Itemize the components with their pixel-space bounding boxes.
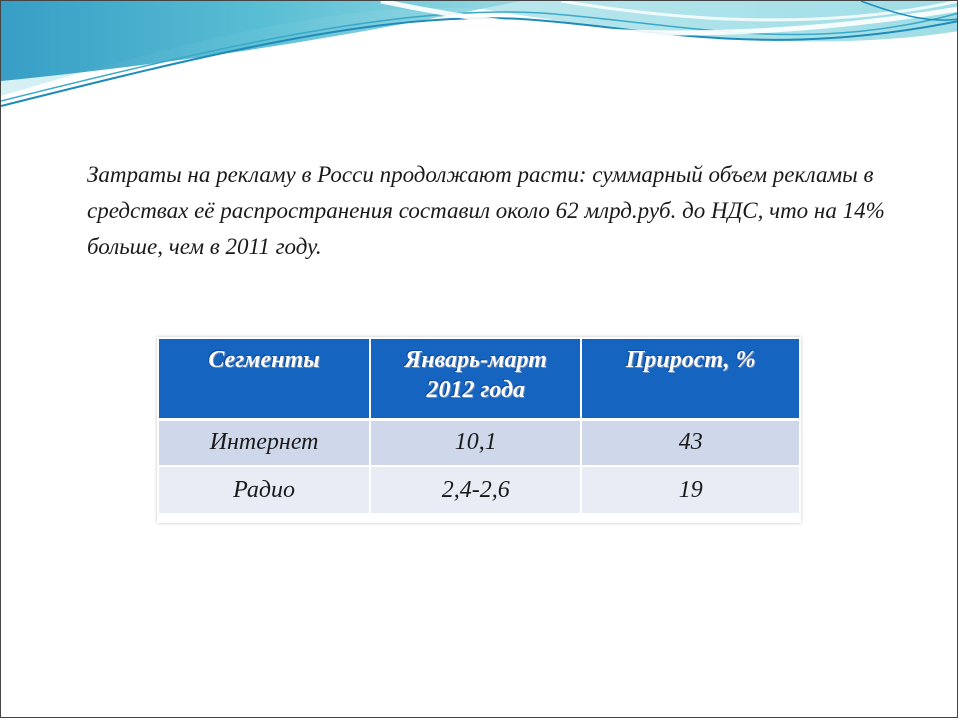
cell-segment: Радио bbox=[159, 466, 370, 513]
table-row bbox=[159, 419, 799, 466]
header-segments: Сегменты bbox=[159, 339, 370, 419]
cell-growth-value: 19 bbox=[581, 466, 799, 513]
header-growth: Прирост, % bbox=[581, 339, 799, 419]
ad-spending-table bbox=[159, 339, 799, 513]
cell-period-value: 2,4-2,6 bbox=[370, 466, 581, 513]
table-header-row bbox=[159, 339, 799, 419]
intro-paragraph: Затраты на рекламу в Росси продолжают расти: суммарный объем рекламы в средствах её распространения составил около 62 млрд.руб. до НДС, что на 14% больше, чем в 2011 году. bbox=[87, 162, 885, 259]
cell-growth-value: 43 bbox=[581, 419, 799, 466]
header-period: Январь-март 2012 года bbox=[370, 339, 581, 419]
cell-segment: Интернет bbox=[159, 419, 370, 466]
table-row bbox=[159, 466, 799, 513]
wave-header-decoration bbox=[1, 1, 958, 121]
cell-period-value: 10,1 bbox=[370, 419, 581, 466]
